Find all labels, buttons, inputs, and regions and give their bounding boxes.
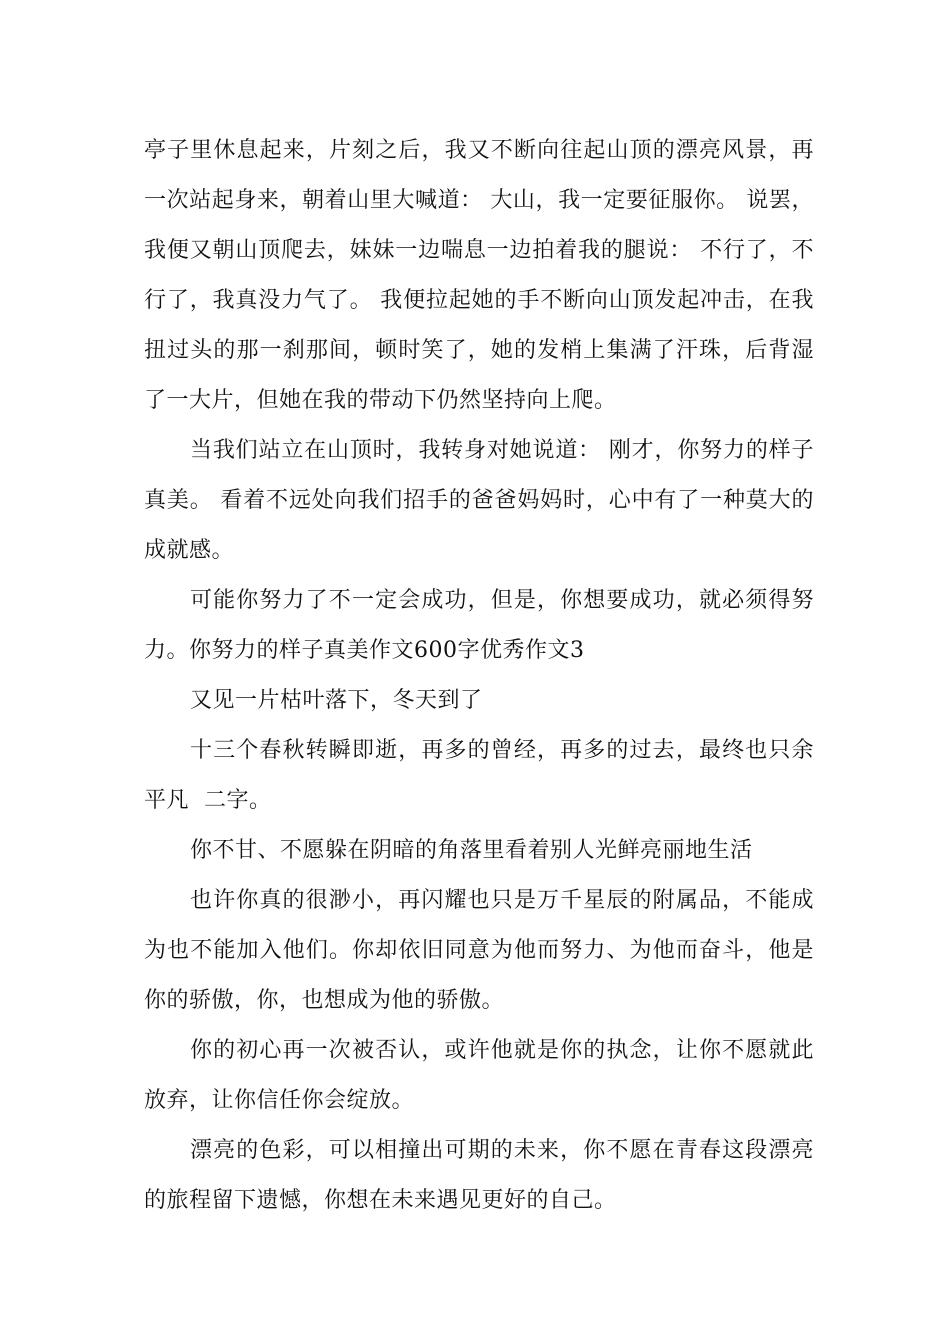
paragraph: [144, 126, 814, 426]
text-line: 放弃，让你信任你会绽放。: [144, 1088, 415, 1113]
paragraph: [144, 426, 814, 576]
text-line: 一次站起身来，朝着山里大喊道： 大山，我一定要征服你。 说罢，: [144, 188, 814, 213]
paragraph: [144, 1026, 814, 1126]
text-line: 亭子里休息起来，片刻之后，我又不断向往起山顶的漂亮风景，再: [144, 138, 814, 163]
text-line: 力。你努力的样子真美作文600字优秀作文3: [144, 638, 585, 663]
text-line: 为也不能加入他们。你却依旧同意为他而努力、为他而奋斗，他是: [144, 938, 814, 963]
paragraph: [144, 676, 814, 726]
text-line: 扭过头的那一刹那间，顿时笑了，她的发梢上集满了汗珠，后背湿: [144, 338, 814, 363]
text-line: 的旅程留下遗憾，你想在未来遇见更好的自己。: [144, 1188, 617, 1213]
text-line: 也许你真的很渺小，再闪耀也只是万千星辰的附属品，不能成: [190, 888, 814, 913]
paragraph: [144, 576, 814, 676]
paragraph: [144, 1126, 814, 1226]
text-line: 又见一片枯叶落下，冬天到了: [190, 688, 483, 713]
text-line: 行了，我真没力气了。 我便拉起她的手不断向山顶发起冲击，在我: [144, 288, 814, 313]
text-line: 成就感。: [144, 538, 235, 563]
text-line: 你的初心再一次被否认，或许他就是你的执念，让你不愿就此: [190, 1038, 814, 1063]
text-line: 当我们站立在山顶时，我转身对她说道： 刚才，你努力的样子: [190, 438, 814, 463]
text-line: 我便又朝山顶爬去，妹妹一边喘息一边拍着我的腿说： 不行了，不: [144, 238, 814, 263]
text-line: 了一大片，但她在我的带动下仍然坚持向上爬。: [144, 388, 617, 413]
text-line: 漂亮的色彩，可以相撞出可期的未来，你不愿在青春这段漂亮: [190, 1138, 814, 1163]
document-body: [144, 126, 814, 1226]
text-line: 真美。 看着不远处向我们招手的爸爸妈妈时，心中有了一种莫大的: [144, 488, 814, 513]
text-line: 十三个春秋转瞬即逝，再多的曾经，再多的过去，最终也只余: [190, 738, 814, 763]
paragraph: [144, 726, 814, 826]
text-line: 平凡 二字。: [144, 788, 272, 813]
text-line: 可能你努力了不一定会成功，但是，你想要成功，就必须得努: [190, 588, 814, 613]
paragraph: [144, 876, 814, 1026]
text-line: 你不甘、不愿躲在阴暗的角落里看着别人光鲜亮丽地生活: [190, 838, 753, 863]
text-line: 你的骄傲，你，也想成为他的骄傲。: [144, 988, 505, 1013]
paragraph: [144, 826, 814, 876]
